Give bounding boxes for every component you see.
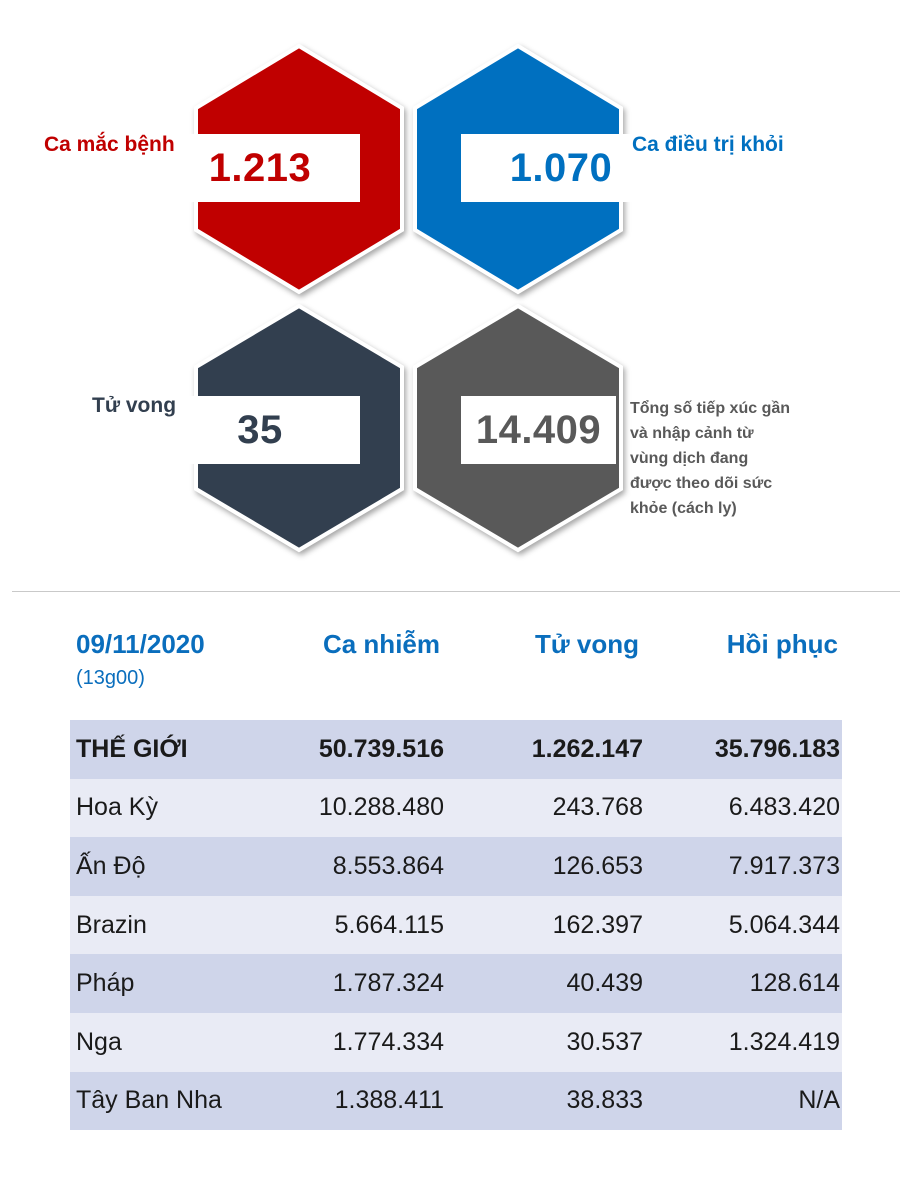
table-time: (13g00) — [76, 667, 145, 689]
header-recovered: Hồi phục — [726, 629, 838, 659]
monitored-label — [630, 396, 790, 521]
row-deaths: 243.768 — [552, 793, 643, 822]
table-row — [70, 720, 842, 779]
section-divider — [12, 591, 900, 592]
monitored-label-line: được theo dõi sức — [630, 475, 773, 492]
row-deaths: 38.833 — [566, 1086, 643, 1115]
row-deaths: 40.439 — [566, 969, 643, 998]
row-country: Pháp — [76, 969, 135, 998]
table-row — [70, 837, 842, 896]
row-cases: 10.288.480 — [318, 793, 444, 822]
deaths-value: 35 — [160, 396, 360, 464]
row-cases: 1.787.324 — [332, 969, 444, 998]
monitored-label-line: Tổng số tiếp xúc gần — [630, 400, 791, 417]
table-row — [70, 954, 842, 1013]
row-cases: 5.664.115 — [334, 910, 444, 939]
row-recovered: N/A — [798, 1086, 840, 1115]
row-deaths: 126.653 — [552, 851, 643, 880]
table-row — [70, 779, 842, 838]
header-cases: Ca nhiễm — [322, 629, 440, 659]
deaths-hexagon — [194, 304, 404, 552]
cases-hexagon — [194, 44, 404, 294]
row-recovered: 128.614 — [749, 969, 840, 998]
table-date: 09/11/2020 — [76, 629, 205, 659]
header-deaths: Tử vong — [534, 629, 639, 659]
row-country: Hoa Kỳ — [76, 793, 158, 822]
monitored-hexagon — [413, 304, 623, 552]
covid-table — [70, 720, 842, 1130]
row-country: THẾ GIỚI — [76, 734, 188, 763]
row-country: Brazin — [76, 910, 147, 939]
row-country: Nga — [76, 1027, 122, 1056]
row-cases: 50.739.516 — [318, 734, 444, 763]
row-recovered: 35.796.183 — [714, 734, 840, 763]
row-recovered: 1.324.419 — [728, 1027, 840, 1056]
deaths-label: Tử vong — [92, 394, 177, 417]
row-recovered: 5.064.344 — [728, 910, 840, 939]
monitored-label-line: vùng dịch đang — [630, 450, 749, 467]
table-row — [70, 1072, 842, 1131]
row-country: Tây Ban Nha — [76, 1086, 222, 1115]
row-cases: 1.774.334 — [332, 1027, 444, 1056]
recovered-hexagon — [413, 44, 623, 294]
row-recovered: 6.483.420 — [728, 793, 840, 822]
row-deaths: 30.537 — [566, 1027, 643, 1056]
recovered-value: 1.070 — [461, 134, 661, 202]
monitored-value: 14.409 — [461, 396, 616, 464]
recovered-label: Ca điều trị khỏi — [632, 133, 784, 156]
table-row — [70, 896, 842, 955]
cases-label: Ca mắc bệnh — [44, 133, 175, 156]
row-cases: 1.388.411 — [334, 1086, 444, 1115]
row-country: Ấn Độ — [76, 851, 146, 880]
row-cases: 8.553.864 — [332, 851, 444, 880]
table-row — [70, 1013, 842, 1072]
monitored-label-line: khỏe (cách ly) — [630, 500, 737, 517]
row-deaths: 162.397 — [552, 910, 643, 939]
row-deaths: 1.262.147 — [531, 734, 643, 763]
cases-value: 1.213 — [160, 134, 360, 202]
monitored-label-line: và nhập cảnh từ — [630, 425, 754, 442]
row-recovered: 7.917.373 — [728, 851, 840, 880]
